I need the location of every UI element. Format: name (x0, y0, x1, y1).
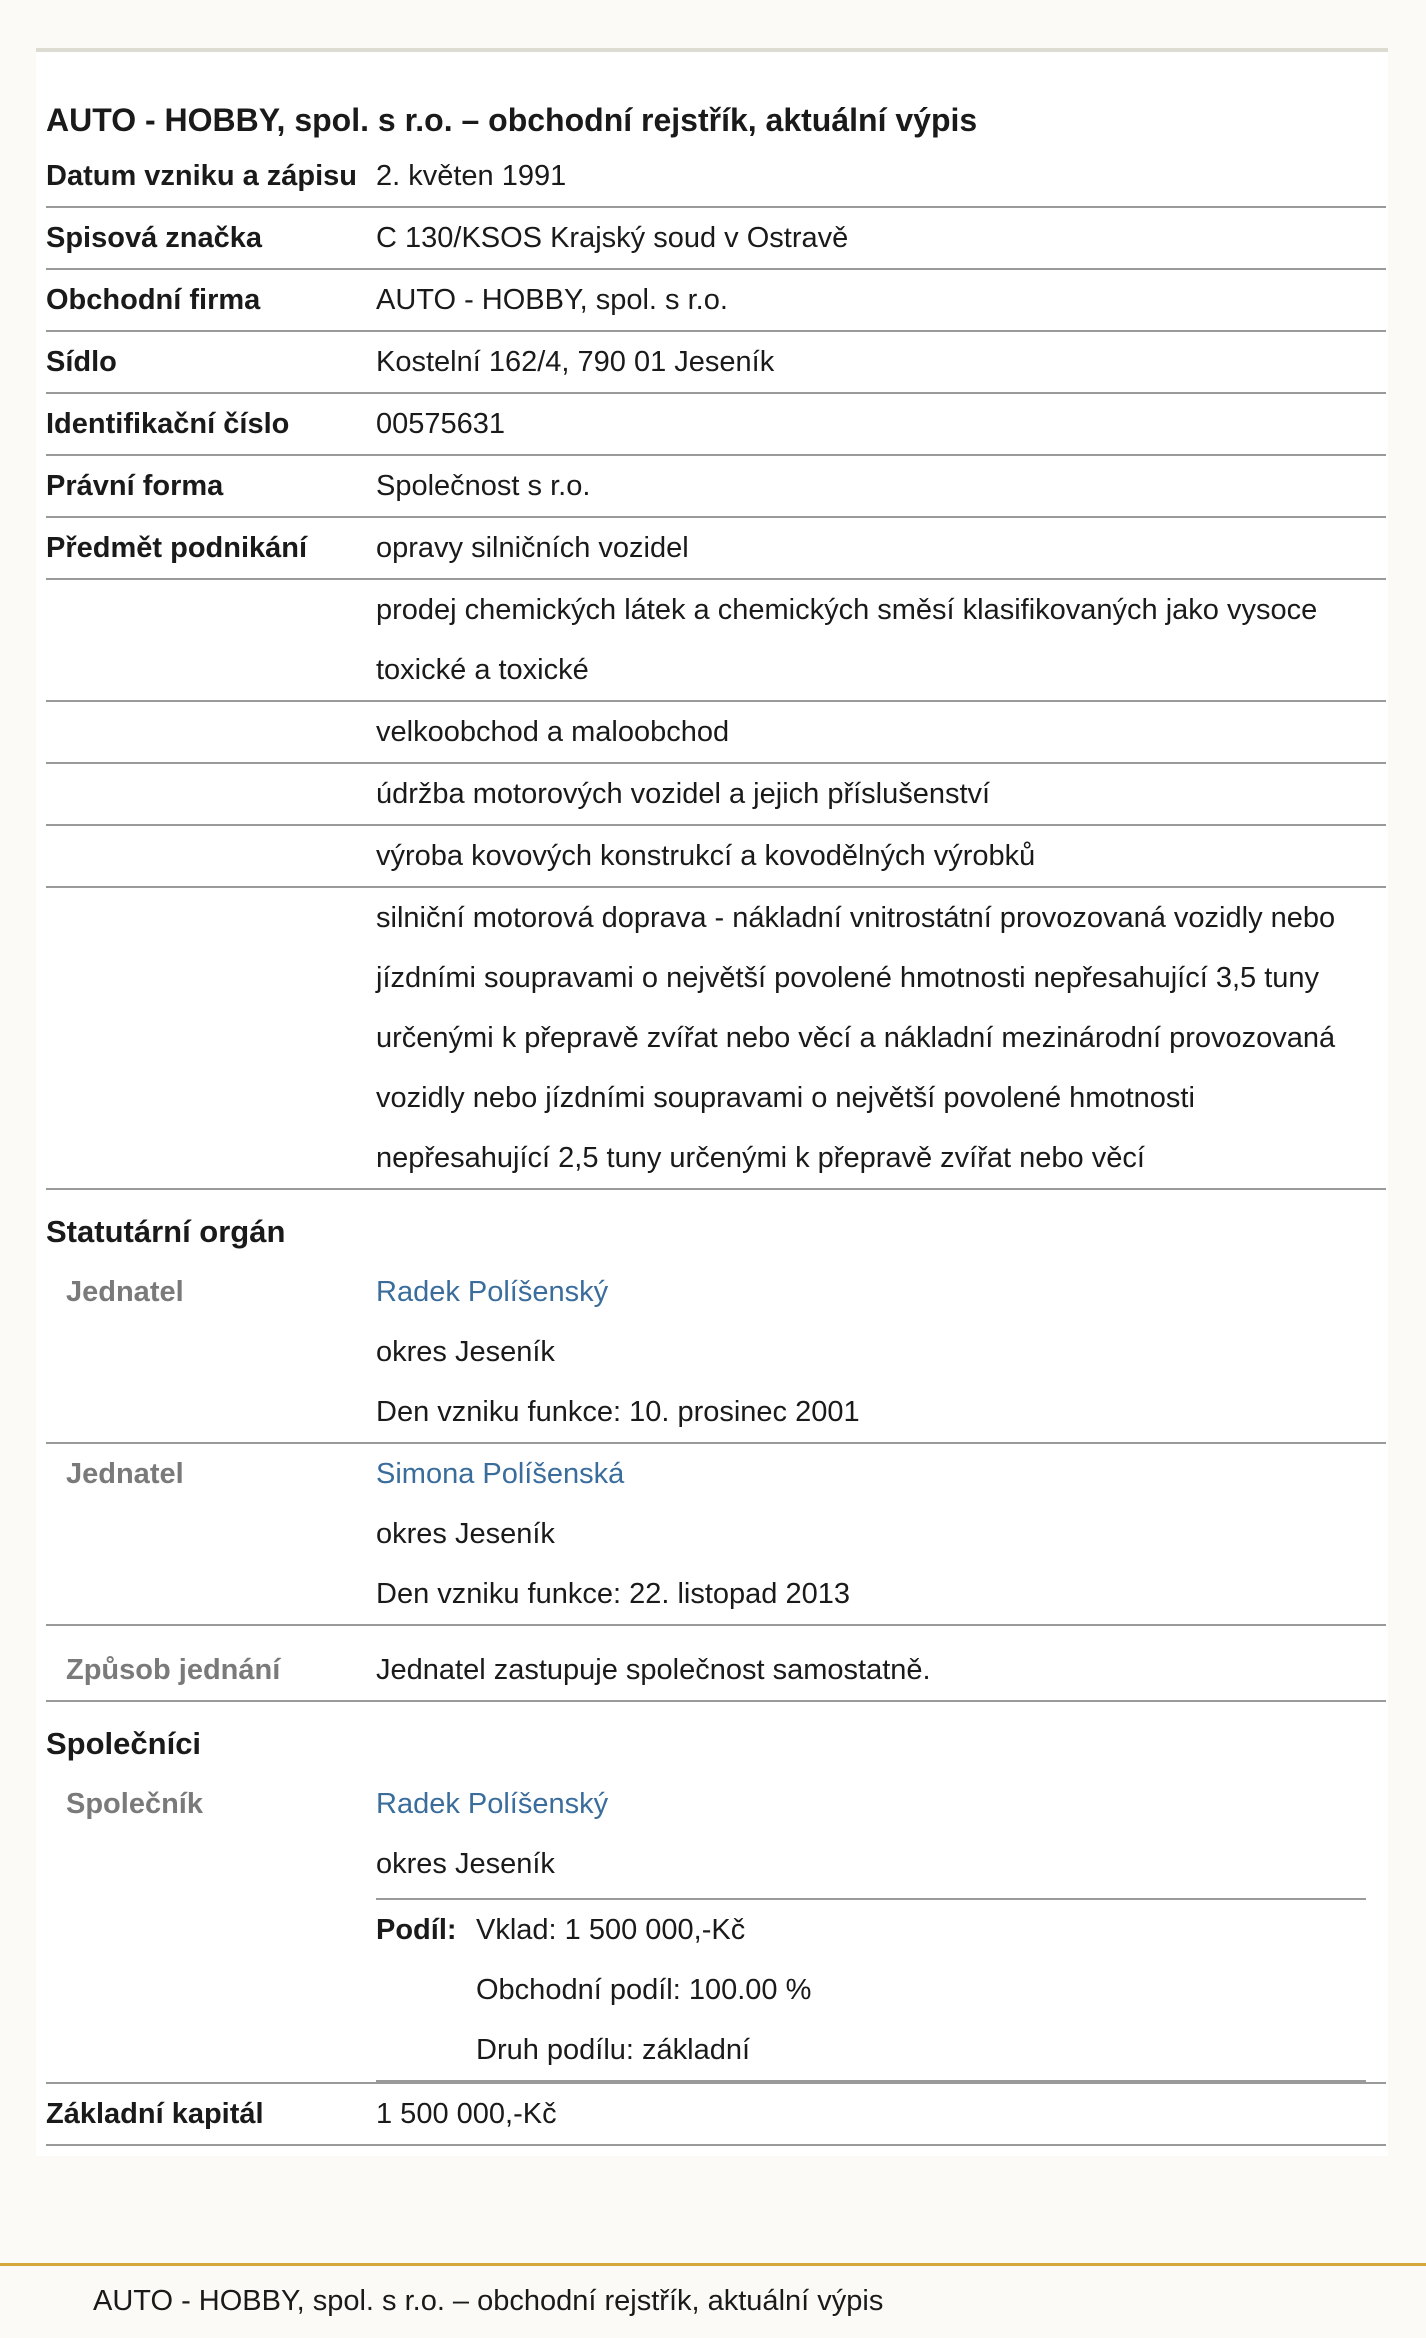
row-datum (46, 146, 1386, 207)
row-spolecnici-heading (46, 1701, 1386, 1774)
label-spis: Spisová značka (46, 207, 376, 269)
share-line: Druh podílu: základní (476, 2034, 751, 2066)
share-line: Obchodní podíl: 100.00 % (476, 1974, 812, 2006)
row-kapital (46, 2083, 1386, 2145)
row-spolecnik (46, 1774, 1386, 2083)
share-label: Podíl: (376, 1900, 476, 2082)
register-extract-card (36, 48, 1388, 2156)
row-sidlo (46, 331, 1386, 393)
row-jednatel-1 (46, 1262, 1386, 1443)
role-spolecnik: Společník (46, 1774, 376, 2083)
label-ic: Identifikační číslo (46, 393, 376, 455)
row-zpusob-jednani (46, 1625, 1386, 1701)
predmet-item: silniční motorová doprava - nákladní vnitrostátní provozovaná vozidly nebo jízdními soupravami o největší povolené hmotnosti nepřesahující 3,5 tuny určenými k přepravě zvířat nebo věcí a nákladní mezinárodní provozovaná vozidly nebo jízdními soupravami o největší povolené hmotnosti nepřesahující 2,5 tuny určenými k přepravě zvířat nebo věcí (376, 887, 1386, 1189)
row-predmet-2 (46, 701, 1386, 763)
person-link[interactable]: Radek Políšenský (376, 1276, 609, 1308)
predmet-item: údržba motorových vozidel a jejich příslušenství (376, 763, 1386, 825)
value-firma: AUTO - HOBBY, spol. s r.o. (376, 269, 1386, 331)
label-firma: Obchodní firma (46, 269, 376, 331)
row-predmet-3 (46, 763, 1386, 825)
value-datum: 2. květen 1991 (376, 146, 1386, 207)
share-line: Vklad: 1 500 000,-Kč (476, 1914, 746, 1946)
row-statutarni-heading (46, 1189, 1386, 1262)
row-spis (46, 207, 1386, 269)
row-ic (46, 393, 1386, 455)
value-sidlo: Kostelní 162/4, 790 01 Jeseník (376, 331, 1386, 393)
function-since: Den vzniku funkce: 10. prosinec 2001 (376, 1396, 860, 1428)
label-predmet: Předmět podnikání (46, 517, 376, 579)
predmet-item: prodej chemických látek a chemických směsí klasifikovaných jako vysoce toxické a toxické (376, 579, 1386, 701)
value-forma: Společnost s r.o. (376, 455, 1386, 517)
value-spis: C 130/KSOS Krajský soud v Ostravě (376, 207, 1386, 269)
row-jednatel-2 (46, 1443, 1386, 1625)
role-jednatel: Jednatel (46, 1262, 376, 1443)
page-title: AUTO - HOBBY, spol. s r.o. – obchodní rejstřík, aktuální výpis (46, 102, 978, 138)
label-kapital: Základní kapitál (46, 2083, 376, 2145)
row-predmet-5 (46, 887, 1386, 1189)
label-datum: Datum vzniku a zápisu (46, 146, 376, 207)
row-forma (46, 455, 1386, 517)
page-footer: AUTO - HOBBY, spol. s r.o. – obchodní rejstřík, aktuální výpis (0, 2263, 1426, 2338)
label-sidlo: Sídlo (46, 331, 376, 393)
predmet-item: velkoobchod a maloobchod (376, 701, 1386, 763)
function-since: Den vzniku funkce: 22. listopad 2013 (376, 1578, 850, 1610)
person-link[interactable]: Radek Políšenský (376, 1788, 609, 1820)
value-ic: 00575631 (376, 393, 1386, 455)
label-zpusob-jednani: Způsob jednání (46, 1625, 376, 1701)
predmet-item: opravy silničních vozidel (376, 517, 1386, 579)
person-district: okres Jeseník (376, 1518, 555, 1550)
role-jednatel: Jednatel (46, 1443, 376, 1625)
value-zpusob-jednani: Jednatel zastupuje společnost samostatně. (376, 1625, 1386, 1701)
person-link[interactable]: Simona Políšenská (376, 1458, 625, 1490)
row-predmet-0 (46, 517, 1386, 579)
row-predmet-1 (46, 579, 1386, 701)
section-statutarni: Statutární orgán (46, 1214, 286, 1249)
person-district: okres Jeseník (376, 1848, 555, 1880)
person-district: okres Jeseník (376, 1336, 555, 1368)
row-firma (46, 269, 1386, 331)
share-table (376, 1898, 1366, 2082)
row-predmet-4 (46, 825, 1386, 887)
section-spolecnici: Společníci (46, 1726, 202, 1761)
predmet-item: výroba kovových konstrukcí a kovodělných výrobků (376, 825, 1386, 887)
register-table (46, 146, 1386, 2146)
label-forma: Právní forma (46, 455, 376, 517)
value-kapital: 1 500 000,-Kč (376, 2083, 1386, 2145)
